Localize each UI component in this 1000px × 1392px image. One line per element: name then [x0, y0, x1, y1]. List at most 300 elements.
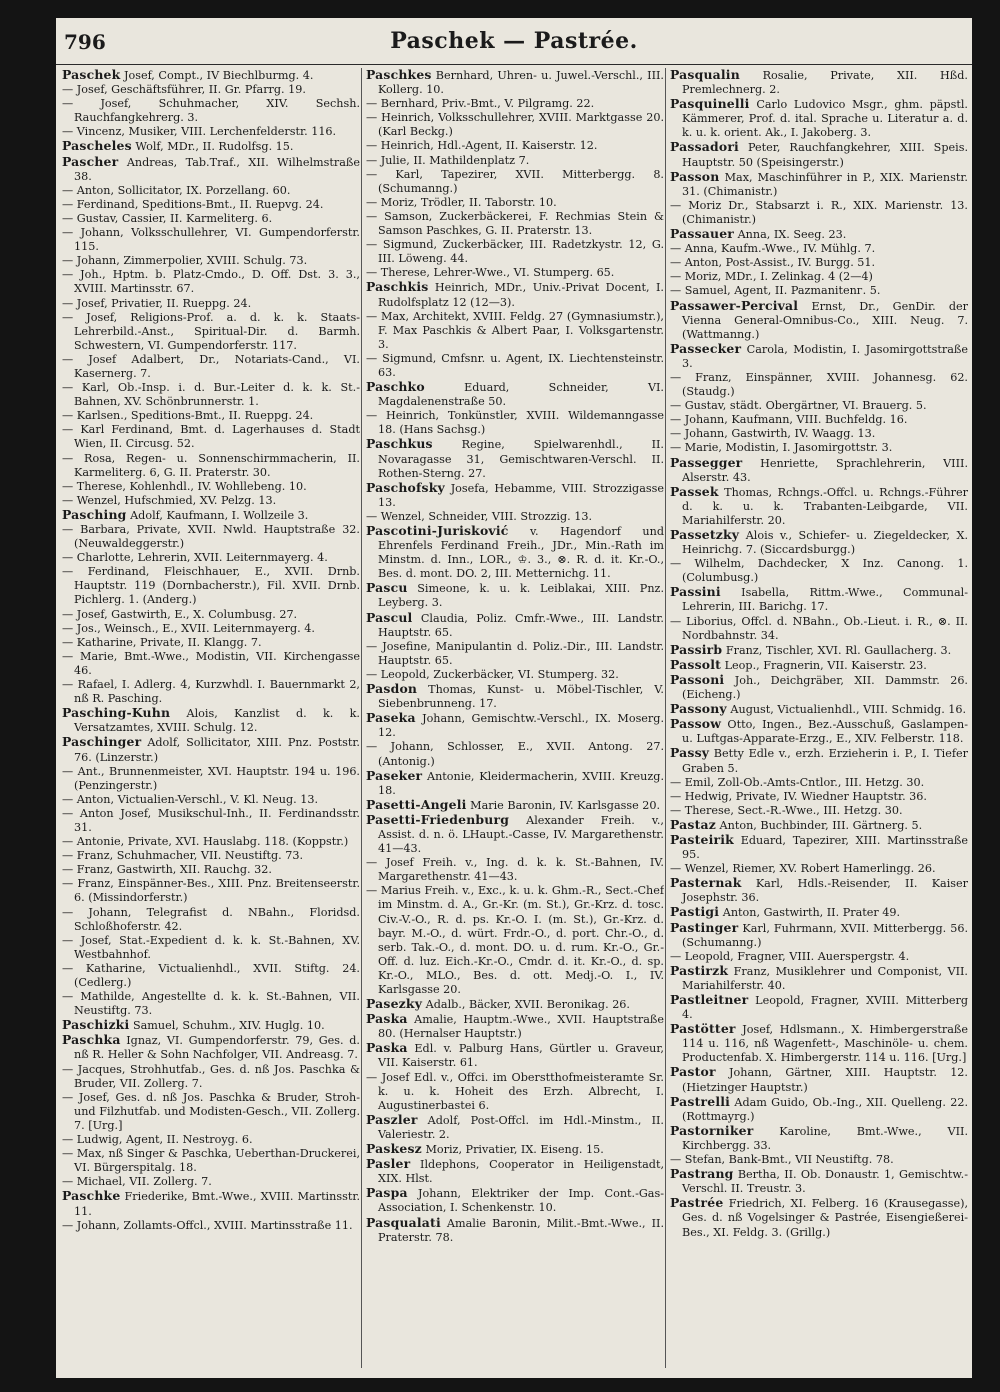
entry-text: — Emil, Zoll-Ob.-Amts-Cntlor., III. Hetzg. 30.: [670, 775, 925, 789]
directory-entry: [62, 212, 360, 226]
directory-entry: [62, 1063, 360, 1091]
directory-entry: [366, 97, 664, 111]
directory-entry: [670, 746, 968, 775]
directory-entry: [366, 1012, 664, 1041]
entry-text: — Josef, Stat.-Expedient d. k. k. St.-Bahnen, XV. Westbahnhof.: [62, 933, 360, 961]
entry-surname: Pasdon: [366, 681, 418, 697]
entry-text: — Josef, Ges. d. nß Jos. Paschka & Bruder, Stroh- und Filzhutfab. und Modisten-Gesch., VII. Zollerg. 7. [Urg.]: [62, 1090, 360, 1132]
directory-entry: [670, 199, 968, 227]
entry-text: Karl, Fuhrmann, XVII. Mitterbergg. 56. (Schumanng.): [682, 921, 968, 949]
directory-entry: [670, 485, 968, 528]
entry-surname: Paseka: [366, 710, 416, 726]
directory-entry: [62, 311, 360, 353]
entry-text: Anton, Gastwirth, II. Prater 49.: [722, 906, 901, 920]
entry-text: — Jacques, Strohhutfab., Ges. d. nß Jos. Paschka & Bruder, VII. Zollerg. 7.: [62, 1062, 360, 1090]
directory-entry: [62, 706, 360, 735]
directory-entry: [670, 284, 968, 298]
directory-entry: [62, 139, 360, 154]
directory-entry: [62, 1219, 360, 1233]
entry-text: Eduard, Tapezirer, XIII. Martinsstraße 95.: [682, 833, 968, 862]
entry-text: — Hedwig, Private, IV. Wiedner Hauptstr. 36.: [670, 789, 927, 803]
entry-text: Carlo Ludovico Msgr., ghm. päpstl. Kämmerer, Prof. d. ital. Sprache u. Literatur a. d. k. u. k. orient. Ak., I. Jakoberg. 3.: [682, 98, 968, 140]
directory-entry: [62, 1033, 360, 1062]
entry-surname: Pasteirik: [670, 831, 734, 847]
directory-entry: [670, 921, 968, 950]
directory-entry: [366, 611, 664, 640]
directory-entry: [366, 769, 664, 798]
page-number: 796: [64, 30, 106, 54]
entry-text: Claudia, Poliz. Cmfr.-Wwe., III. Landstr. Hauptstr. 65.: [378, 611, 664, 639]
directory-entry: [62, 807, 360, 835]
entry-text: Eduard, Schneider, VI. Magdalenenstraße 50.: [378, 381, 664, 409]
entry-text: — Josef, Privatier, II. Rueppg. 24.: [62, 296, 252, 310]
entry-text: — Therese, Kohlenhdl., IV. Wohllebeng. 10.: [62, 479, 307, 493]
entry-text: — Anton, Sollicitator, IX. Porzellang. 60.: [62, 183, 291, 197]
entry-text: — Julie, II. Mathildenplatz 7.: [366, 153, 530, 167]
directory-entry: [366, 310, 664, 352]
entry-text: — Johann, Zimmerpolier, XVIII. Schulg. 73.: [62, 254, 308, 268]
entry-surname: Paschke: [62, 1188, 121, 1204]
entry-surname: Pastirzk: [670, 962, 729, 978]
entry-surname: Passawer-Percival: [670, 297, 799, 313]
entry-text: — Ludwig, Agent, II. Nestroyg. 6.: [62, 1133, 253, 1147]
directory-entry: [62, 608, 360, 622]
directory-entry: [366, 437, 664, 480]
entry-surname: Pasching: [62, 506, 127, 522]
entry-text: Bernhard, Uhren- u. Juwel.-Verschl., III. Kollerg. 10.: [378, 69, 664, 97]
directory-entry: [62, 1018, 360, 1033]
directory-entry: [670, 97, 968, 140]
entry-text: — Anton Josef, Musikschul-Inh., II. Ferdinandsstr. 31.: [62, 806, 360, 834]
directory-entry: [670, 557, 968, 585]
entry-text: Ernst, Dr., GenDir. der Vienna General-Omnibus-Co., XIII. Neug. 7. (Wattmanng.): [682, 299, 968, 341]
directory-entry: [62, 863, 360, 877]
column-divider: [665, 68, 666, 1368]
entry-surname: Pastor: [670, 1064, 716, 1080]
directory-entry: [62, 198, 360, 212]
entry-text: Adolf, Post-Offcl. im Hdl.-Minstm., II. Valeriestr. 2.: [378, 1113, 664, 1141]
directory-entry: [670, 776, 968, 790]
directory-entry: [670, 1167, 968, 1196]
entry-text: — Anna, Kaufm.-Wwe., IV. Mühlg. 7.: [670, 242, 876, 256]
entry-text: — Liborius, Offcl. d. NBahn., Ob.-Lieut. i. R., ⊗. II. Nordbahnstr. 34.: [670, 614, 968, 642]
entry-surname: Pastötter: [670, 1021, 736, 1037]
entry-surname: Paschka: [62, 1032, 121, 1048]
column-1: [62, 68, 360, 1368]
entry-text: — Leopold, Zuckerbäcker, VI. Stumperg. 32.: [366, 667, 619, 681]
entry-surname: Pasqualati: [366, 1214, 441, 1230]
directory-entry: [366, 581, 664, 610]
entry-text: Thomas, Rchngs.-Offcl. u. Rchngs.-Führer d. k. u. k. Trabanten-Leibgarde, VII. Mariahilferstr. 20.: [682, 485, 968, 527]
entry-surname: Pasternak: [670, 875, 742, 891]
entry-text: Anton, Buchbinder, III. Gärtnerg. 5.: [719, 818, 923, 832]
entry-text: Heinrich, MDr., Univ.-Privat Docent, I. Rudolfsplatz 12 (12—3).: [378, 281, 664, 309]
directory-entry: [670, 658, 968, 673]
entry-text: — Josefine, Manipulantin d. Poliz.-Dir., III. Landstr. Hauptstr. 65.: [366, 639, 664, 667]
directory-entry: [670, 256, 968, 270]
entry-text: — Max, Architekt, XVIII. Feldg. 27 (Gymnasiumstr.), F. Max Paschkis & Albert Paar, I. Volksgartenstr. 3.: [366, 309, 664, 351]
directory-entry: [670, 441, 968, 455]
directory-entry: [366, 481, 664, 510]
directory-entry: [670, 717, 968, 746]
entry-text: — Sigmund, Zuckerbäcker, III. Radetzkystr. 12, G. III. Löweng. 44.: [366, 238, 664, 266]
entry-surname: Passy: [670, 745, 710, 761]
directory-entry: [62, 849, 360, 863]
directory-entry: [366, 1113, 664, 1142]
directory-entry: [62, 226, 360, 254]
entry-text: Josefa, Hebamme, VIII. Strozzigasse 13.: [378, 481, 664, 509]
directory-entry: [62, 353, 360, 381]
entry-text: — Katharine, Private, II. Klangg. 7.: [62, 635, 262, 649]
directory-entry: [670, 615, 968, 643]
entry-surname: Pastaz: [670, 816, 716, 832]
entry-surname: Paschizki: [62, 1017, 130, 1033]
directory-entry: [62, 268, 360, 296]
entry-text: Regine, Spielwarenhdl., II. Novaragasse 31, Gemischtwaren-Verschl. II. Rothen-Sterng. 27.: [378, 438, 664, 480]
directory-entry: [366, 280, 664, 309]
directory-entry: [366, 798, 664, 813]
entry-text: — Franz, Einspänner, XVIII. Johannesg. 62. (Staudg.): [670, 370, 968, 399]
directory-entry: [670, 427, 968, 441]
entry-text: Simeone, k. u. k. Leiblakai, XIII. Pnz. Leyberg. 3.: [378, 582, 664, 610]
directory-entry: [670, 456, 968, 485]
entry-surname: Pastinger: [670, 919, 739, 935]
directory-entry: [366, 1157, 664, 1186]
entry-text: — Michael, VII. Zollerg. 7.: [62, 1175, 212, 1189]
entry-surname: Pascul: [366, 609, 413, 625]
entry-text: — Leopold, Fragner, VIII. Auerspergstr. 4.: [670, 949, 910, 963]
directory-entry: [670, 702, 968, 717]
entry-surname: Passek: [670, 483, 719, 499]
directory-entry: [670, 68, 968, 97]
directory-entry: [62, 650, 360, 678]
entry-text: — Karlsen., Speditions-Bmt., II. Rueppg. 24.: [62, 409, 314, 423]
entry-text: — Marie, Bmt.-Wwe., Modistin, VII. Kirchengasse 46.: [62, 649, 360, 677]
entry-text: — Johann, Gastwirth, IV. Waagg. 13.: [670, 427, 876, 441]
column-divider: [361, 68, 362, 1368]
entry-text: Anna, IX. Seeg. 23.: [737, 228, 847, 242]
entry-surname: Passony: [670, 701, 727, 717]
entry-surname: Passini: [670, 584, 721, 600]
directory-entry: [670, 170, 968, 199]
entry-surname: Paska: [366, 1011, 408, 1027]
directory-entry: [366, 682, 664, 711]
entry-text: — Samson, Zuckerbäckerei, F. Rechmias Stein & Samson Paschkes, G. II. Praterstr. 13.: [366, 209, 664, 238]
entry-text: — Josef, Schuhmacher, XIV. Sechsh. Rauchfangkehrerg. 3.: [62, 97, 360, 125]
entry-text: — Anton, Victualien-Verschl., V. Kl. Neug. 13.: [62, 792, 319, 806]
entry-surname: Paschek: [62, 68, 121, 82]
directory-entry: [366, 238, 664, 266]
directory-entry: [366, 154, 664, 168]
directory-entry: [670, 140, 968, 169]
entry-text: Karoline, Bmt.-Wwe., VII. Kirchbergg. 33.: [682, 1124, 968, 1152]
entry-surname: Paschko: [366, 379, 425, 395]
entry-text: Samuel, Schuhm., XIV. Huglg. 10.: [132, 1019, 325, 1033]
directory-entry: [366, 884, 664, 997]
directory-entry: [670, 964, 968, 993]
directory-entry: [62, 636, 360, 650]
directory-entry: [62, 793, 360, 807]
entry-text: Adam Guido, Ob.-Ing., XII. Quelleng. 22. (Rottmayrg.): [682, 1095, 968, 1123]
entry-text: — Josef Adalbert, Dr., Notariats-Cand., VI. Kasernerg. 7.: [62, 352, 360, 380]
directory-entry: [366, 1216, 664, 1245]
entry-text: Ignaz, VI. Gumpendorferstr. 79, Ges. d. nß R. Heller & Sohn Nachfolger, VII. Andreasg. 7.: [74, 1034, 360, 1062]
directory-entry: [366, 168, 664, 196]
directory-entry: [670, 833, 968, 862]
entry-surname: Paszler: [366, 1111, 418, 1127]
directory-entry: [670, 905, 968, 920]
entry-text: — Franz, Schuhmacher, VII. Neustiftg. 73.: [62, 849, 304, 863]
entry-text: Johann, Gärtner, XIII. Hauptstr. 12. (Hietzinger Hauptstr.): [682, 1066, 968, 1094]
entry-text: Bertha, II. Ob. Donaustr. 1, Gemischtw.-Verschl. II. Treustr. 3.: [682, 1168, 968, 1196]
directory-entry: [366, 813, 664, 856]
directory-entry: [366, 409, 664, 437]
entry-surname: Pasching-Kuhn: [62, 705, 171, 721]
entry-text: — Marie, Modistin, I. Jasomirgottstr. 3.: [670, 441, 893, 455]
entry-text: — Marius Freih. v., Exc., k. u. k. Ghm.-R., Sect.-Chef im Minstm. d. A., Gr.-Kr. (m. St.), Gr.-Krz. d. tosc. Civ.-V.-O., R. d. ps. Kr.-O. I. (m. St.), Gr.-Krz. d. bayr. M.-O., d. würt. Frdr.-O., d. port. Chr.-O., d. serb. Tak.-O., d. mont. DO. u. d. rum. Kr.-O., Gr.-Off. d. luz. Eich.-Kr.-O., Cmdr. d. it. Kr.-O., d. sp. Kr.-O., MLO., Bes. d. ott. Medj.-O. I., IV. Karlsgasse 20.: [366, 884, 664, 996]
directory-entry: [62, 877, 360, 905]
directory-entry: [62, 480, 360, 494]
entry-text: — Joh., Hptm. b. Platz-Cmdo., D. Off. Dst. 3. 3., XVIII. Martinsstr. 67.: [62, 268, 360, 296]
entry-text: Karl, Hdls.-Reisender, II. Kaiser Josephstr. 36.: [682, 877, 968, 905]
entry-text: Amalie Baronin, Milit.-Bmt.-Wwe., II. Praterstr. 78.: [378, 1216, 664, 1244]
entry-surname: Pastigi: [670, 904, 720, 920]
directory-entry: [62, 906, 360, 934]
entry-surname: Paska: [366, 1040, 408, 1056]
entry-text: — Katharine, Victualienhdl., XVII. Stiftg. 24. (Cedlerg.): [62, 961, 360, 989]
entry-text: — Vincenz, Musiker, VIII. Lerchenfelderstr. 116.: [62, 125, 337, 139]
directory-entry: [670, 413, 968, 427]
entry-text: — Samuel, Agent, II. Pazmanitenг. 5.: [670, 284, 881, 298]
directory-entry: [62, 97, 360, 125]
entry-text: — Anton, Post-Assist., IV. Burgg. 51.: [670, 256, 876, 270]
directory-entry: [366, 68, 664, 97]
entry-surname: Passolt: [670, 656, 722, 672]
entry-text: Alois, Kanzlist d. k. k. Versatzamtes, XVIII. Schulg. 12.: [74, 707, 360, 735]
entry-text: Amalie, Hauptm.-Wwe., XVII. Hauptstraße 80. (Hernalser Hauptstr.): [378, 1013, 664, 1041]
directory-entry: [62, 1175, 360, 1189]
directory-entry: [62, 125, 360, 139]
entry-surname: Pastorniker: [670, 1122, 754, 1138]
directory-entry: [670, 818, 968, 833]
entry-text: Betty Edle v., erzh. Erzieherin i. P., I. Tiefer Graben 5.: [682, 747, 968, 775]
entry-text: Moriz, Privatier, IX. Eiseng. 15.: [425, 1143, 604, 1157]
directory-entry: [62, 1091, 360, 1133]
directory-entry: [670, 242, 968, 256]
directory-entry: [366, 997, 664, 1012]
directory-entry: [366, 510, 664, 524]
entry-text: — Mathilde, Angestellte d. k. k. St.-Bahnen, VII. Neustiftg. 73.: [62, 990, 360, 1018]
entry-text: — Antonie, Private, XVI. Hauslabg. 118. (Koppstr.): [62, 835, 349, 849]
entry-surname: Paschofsky: [366, 479, 445, 495]
entry-surname: Passon: [670, 168, 720, 184]
entry-surname: Passoni: [670, 671, 725, 687]
directory-entry: [62, 523, 360, 551]
page-header: [56, 18, 972, 65]
entry-text: Adolf, Kaufmann, I. Wollzeile 3.: [130, 508, 309, 522]
directory-entry: [670, 1153, 968, 1167]
entry-surname: Paschkis: [366, 279, 429, 295]
entry-text: — Johann, Kaufmann, VIII. Buchfeldg. 16.: [670, 413, 908, 427]
entry-text: Alexander Freih. v., Assist. d. n. ö. LHaupt.-Casse, IV. Margarethenstr. 41—43.: [378, 813, 664, 856]
entry-surname: Passegger: [670, 454, 743, 470]
entry-surname: Pastleitner: [670, 992, 749, 1007]
entry-text: — Karl Ferdinand, Bmt. d. Lagerhauses d. Stadt Wien, II. Circusg. 52.: [62, 423, 360, 451]
directory-entry: [62, 678, 360, 706]
entry-surname: Paspa: [366, 1185, 408, 1201]
directory-entry: [670, 876, 968, 905]
entry-text: — Wenzel, Hufschmied, XV. Pelzg. 13.: [62, 493, 277, 507]
entry-text: — Franz, Gastwirth, XII. Rauchg. 32.: [62, 863, 272, 877]
entry-text: — Josef, Geschäftsführer, II. Gr. Pfarrg. 19.: [62, 83, 306, 97]
entry-surname: Pasetti-Friedenburg: [366, 811, 510, 827]
entry-text: Franz, Tischler, XVI. Rl. Gaullacherg. 3.: [725, 643, 952, 657]
entry-surname: Paseker: [366, 767, 423, 783]
directory-entry: [366, 1041, 664, 1070]
entry-text: — Johann, Volksschullehrer, VI. Gumpendorferstr. 115.: [62, 226, 360, 254]
entry-text: — Ant., Brunnenmeister, XVI. Hauptstr. 194 u. 196. (Penzingerstr.): [62, 764, 360, 792]
directory-entry: [670, 1065, 968, 1094]
entry-surname: Pastrée: [670, 1195, 724, 1211]
entry-text: — Josef Freih. v., Ing. d. k. k. St.-Bahnen, IV. Margarethenstr. 41—43.: [366, 856, 664, 884]
entry-text: — Barbara, Private, XVII. Nwld. Hauptstraße 32. (Neuwaldeggerstr.): [62, 523, 360, 551]
entry-surname: Pascheles: [62, 138, 132, 154]
entry-text: — Johann, Zollamts-Offcl., XVIII. Martinsstraße 11.: [62, 1218, 353, 1232]
entry-surname: Pasetti-Angeli: [366, 796, 467, 812]
directory-entry: [670, 528, 968, 557]
entry-text: — Wenzel, Schneider, VIII. Strozzig. 13.: [366, 509, 593, 523]
entry-text: August, Victualienhdl., VIII. Schmidg. 16.: [730, 703, 967, 717]
entry-text: — Therese, Sect.-R.-Wwe., III. Hetzg. 30.: [670, 803, 903, 817]
directory-entry: [62, 1133, 360, 1147]
entry-text: — Karl, Ob.-Insp. i. d. Bur.-Leiter d. k. k. St.-Bahnen, XV. Schönbrunnerstr. 1.: [62, 381, 360, 409]
entry-surname: Pastrelli: [670, 1093, 731, 1109]
directory-entry: [62, 452, 360, 480]
entry-surname: Passecker: [670, 340, 742, 356]
directory-entry: [366, 740, 664, 768]
directory-page: [56, 18, 972, 1378]
entry-text: Carola, Modistin, I. Jasomirgottstraße 3.: [682, 342, 968, 370]
entry-text: — Josef, Gastwirth, E., X. Columbusg. 27.: [62, 607, 298, 621]
directory-entry: [62, 423, 360, 451]
directory-entry: [366, 210, 664, 238]
entry-surname: Paschkes: [366, 68, 432, 82]
directory-entry: [366, 1186, 664, 1215]
directory-entry: [670, 299, 968, 342]
directory-entry: [62, 494, 360, 508]
entry-text: — Josef, Religions-Prof. a. d. k. k. Staats-Lehrerbild.-Anst., Spiritual-Dir. d. Barmh. Schwestern, VI. Gumpendorferstr. 117.: [62, 310, 360, 352]
entry-text: Marie Baronin, IV. Karlsgasse 20.: [470, 798, 661, 812]
entry-text: — Ferdinand, Fleischhauer, E., XVII. Drnb. Hauptstr. 119 (Dornbacherstr.), Fil. XVII. Drnb. Pichlerg. 1. (Anderg.): [62, 565, 360, 607]
directory-entry: [366, 196, 664, 210]
entry-text: Thomas, Kunst- u. Möbel-Tischler, V. Siebenbrunneng. 17.: [378, 683, 664, 711]
directory-entry: [62, 934, 360, 962]
directory-entry: [366, 524, 664, 581]
entry-text: — Charlotte, Lehrerin, XVII. Leiternmayerg. 4.: [62, 551, 328, 565]
entry-text: Ildephons, Cooperator in Heiligenstadt, XIX. Hlst.: [378, 1158, 664, 1186]
entry-text: Max, Maschinführer in P., XIX. Marienstr. 31. (Chimanistr.): [682, 170, 968, 198]
entry-text: — Rosa, Regen- u. Sonnenschirmmacherin, II. Karmeliterg. 6, G. II. Praterstr. 30.: [62, 451, 360, 479]
entry-text: Friederike, Bmt.-Wwe., XVIII. Martinsstr. 11.: [74, 1190, 360, 1218]
entry-surname: Pastrang: [670, 1166, 734, 1182]
entry-text: Leop., Fragnerin, VII. Kaiserstr. 23.: [724, 658, 927, 672]
entry-text: Henriette, Sprachlehrerin, VIII. Alserstr. 43.: [682, 456, 968, 484]
directory-entry: [670, 673, 968, 702]
directory-entry: [670, 399, 968, 413]
entry-text: Johann, Elektriker der Imp. Cont.-Gas-Association, I. Schenkenstr. 10.: [378, 1187, 664, 1215]
entry-surname: Passadori: [670, 139, 739, 155]
entry-text: — Franz, Einspänner-Bes., XIII. Pnz. Breitenseerstr. 6. (Missindorferstr.): [62, 877, 360, 905]
directory-entry: [366, 711, 664, 740]
entry-text: Peter, Rauchfangkehrer, XIII. Speis. Hauptstr. 50 (Speisingerstr.): [682, 141, 968, 169]
entry-text: Adolf, Sollicitator, XIII. Pnz. Poststr. 76. (Linzerstr.): [74, 736, 360, 764]
entry-text: — Therese, Lehrer-Wwe., VI. Stumperg. 65.: [366, 266, 615, 280]
entry-text: Franz, Musiklehrer und Componist, VII. Mariahilferstr. 40.: [682, 964, 968, 992]
directory-entry: [366, 266, 664, 280]
entry-text: Edl. v. Palburg Hans, Gürtler u. Graveur, VII. Kaiserstr. 61.: [378, 1042, 664, 1070]
entry-text: — Jos., Weinsch., E., XVII. Leiternmayerg. 4.: [62, 621, 315, 635]
directory-entry: [62, 1189, 360, 1218]
directory-entry: [366, 352, 664, 380]
directory-entry: [62, 409, 360, 423]
directory-entry: [366, 1071, 664, 1113]
entry-text: Wolf, MDr., II. Rudolfsg. 15.: [135, 140, 294, 154]
directory-entry: [62, 1147, 360, 1175]
entry-text: Antonie, Kleidermacherin, XVIII. Kreuzg. 18.: [378, 769, 664, 797]
directory-entry: [670, 371, 968, 399]
entry-surname: Passow: [670, 716, 722, 732]
entry-text: Friedrich, XI. Felberg. 16 (Krausegasse), Ges. d. nß Vogelsinger & Pastrée, Eisengießerei-Bes., XI. Feldg. 3. (Grillg.): [682, 1197, 968, 1239]
entry-text: Andreas, Tab.Traf., XII. Wilhelmstraße 38.: [74, 155, 360, 183]
directory-entry: [366, 856, 664, 884]
directory-entry: [670, 862, 968, 876]
entry-text: — Gustav, Cassier, II. Karmeliterg. 6.: [62, 211, 273, 225]
directory-entry: [366, 640, 664, 668]
directory-entry: [62, 83, 360, 97]
entry-text: Josef, Compt., IV Biechlburmg. 4.: [123, 69, 314, 82]
directory-entry: [670, 227, 968, 242]
entry-text: — Johann, Schlosser, E., XVII. Antong. 27. (Antonig.): [366, 740, 664, 768]
directory-entry: [62, 551, 360, 565]
entry-surname: Passetzky: [670, 527, 740, 542]
entry-text: — Stefan, Bank-Bmt., VII Neustiftg. 78.: [670, 1153, 894, 1167]
entry-surname: Passauer: [670, 226, 735, 242]
entry-text: — Sigmund, Cmfsnr. u. Agent, IX. Liechtensteinstr. 63.: [366, 351, 664, 379]
entry-text: Alois v., Schiefer- u. Ziegeldecker, X. Heinrichg. 7. (Siccardsburgg.): [682, 529, 968, 557]
directory-entry: [670, 1022, 968, 1065]
column-2: [366, 68, 664, 1368]
entry-text: — Heinrich, Volksschullehrer, XVIII. Marktgasse 20. (Karl Beckg.): [366, 111, 664, 139]
entry-text: — Moriz Dr., Stabsarzt i. R., XIX. Marienstr. 13. (Chimanistr.): [670, 198, 968, 226]
entry-surname: Pasezky: [366, 996, 423, 1012]
entry-surname: Pasquinelli: [670, 96, 750, 112]
entry-text: — Josef Edl. v., Offci. im Oberstthofmeisteramte Sr. k. u. k. Hoheit des Erzh. Albrecht, I. Augustinerbastei 6.: [366, 1070, 664, 1112]
entry-text: — Wenzel, Riemer, XV. Robert Hamerlingg. 26.: [670, 862, 936, 876]
directory-entry: [670, 342, 968, 371]
entry-text: — Gustav, städt. Obergärtner, VI. Brauerg. 5.: [670, 399, 927, 413]
entry-surname: Passirb: [670, 641, 723, 657]
directory-entry: [670, 1124, 968, 1153]
directory-entry: [62, 765, 360, 793]
directory-entry: [670, 270, 968, 284]
entry-text: Rosalie, Private, XII. Hßd. Premlechnerg. 2.: [682, 69, 968, 97]
entry-text: — Rafael, I. Adlerg. 4, Kurzwhdl. I. Bauernmarkt 2, nß R. Pasching.: [62, 678, 360, 706]
entry-surname: Pascu: [366, 580, 408, 596]
directory-entry: [366, 668, 664, 682]
entry-text: Josef, Hdlsmann., X. Himbergerstraße 114 u. 116, nß Wagenfett-, Maschinöle- u. chem. Productenfab. X. Himbergerstr. 114 u. 116. [Urg.]: [682, 1023, 968, 1065]
entry-text: — Karl, Tapezirer, XVII. Mitterbergg. 8. (Schumanng.): [366, 167, 664, 195]
directory-entry: [670, 1095, 968, 1124]
